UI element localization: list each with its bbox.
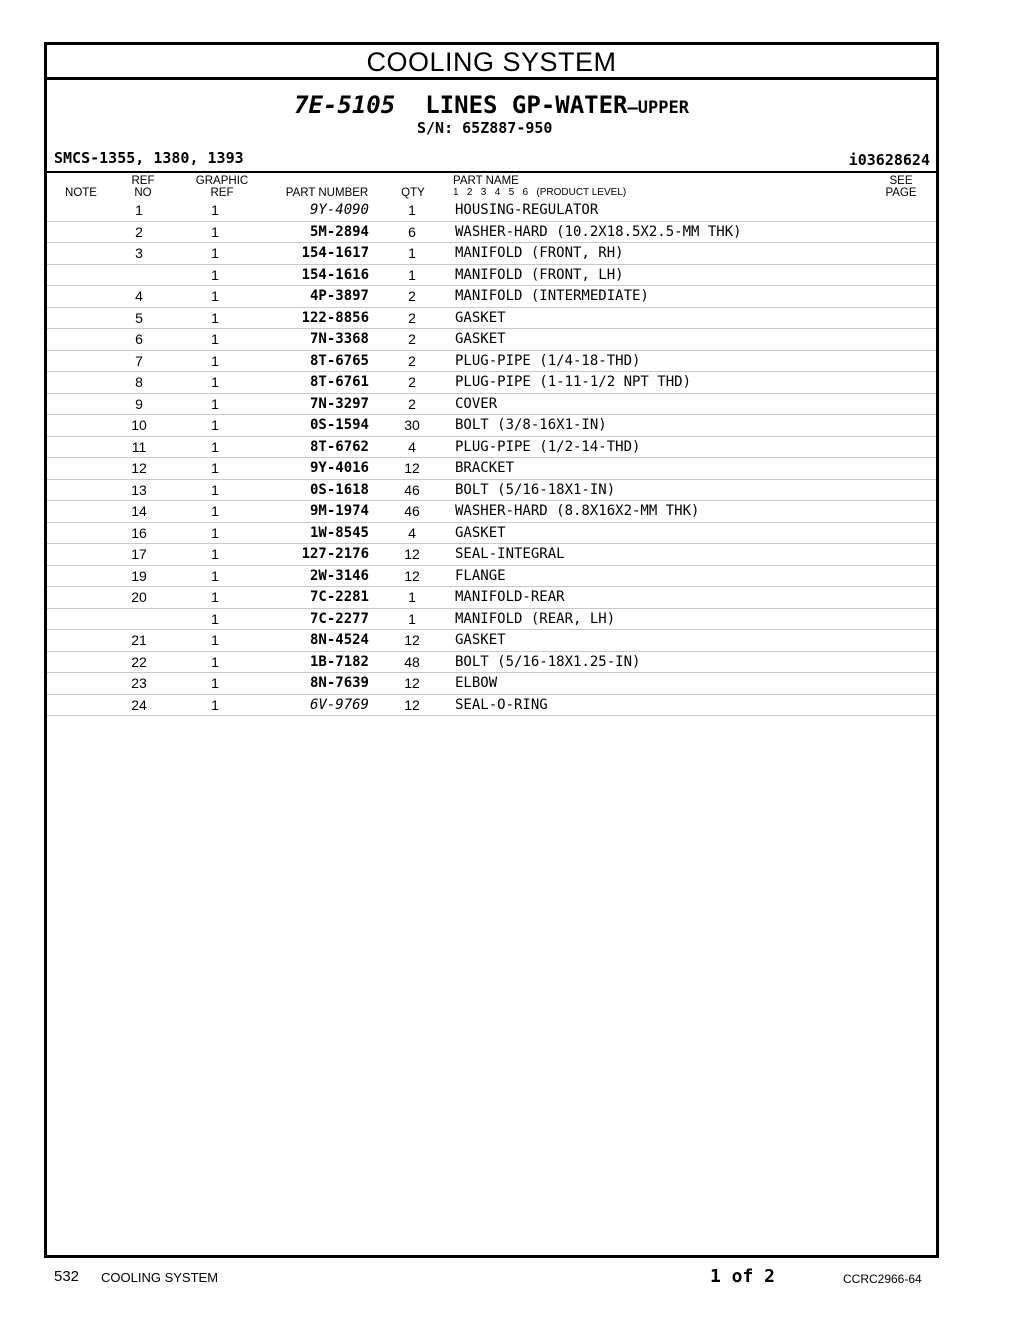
note-cell — [47, 673, 109, 695]
note-cell — [47, 415, 109, 437]
see-page-cell — [866, 694, 936, 716]
ref-cell: 22 — [109, 651, 169, 673]
note-cell — [47, 630, 109, 652]
part-name-cell: GASKET — [455, 522, 866, 544]
see-page-cell — [866, 307, 936, 329]
ref-cell: 10 — [109, 415, 169, 437]
see-page-cell — [866, 479, 936, 501]
part-name-cell: SEAL-INTEGRAL — [455, 544, 866, 566]
qty-cell: 12 — [369, 630, 455, 652]
part-name-cell: ELBOW — [455, 673, 866, 695]
table-row — [47, 608, 936, 630]
part-number-cell: 8T-6765 — [261, 350, 369, 372]
part-number-cell: 8T-6761 — [261, 372, 369, 394]
parts-page-frame — [44, 42, 939, 1258]
see-page-cell — [866, 651, 936, 673]
qty-cell: 1 — [369, 264, 455, 286]
qty-cell: 30 — [369, 415, 455, 437]
table-row — [47, 243, 936, 265]
ref-cell: 17 — [109, 544, 169, 566]
see-page-cell — [866, 350, 936, 372]
table-row — [47, 286, 936, 308]
part-number-cell: 0S-1594 — [261, 415, 369, 437]
see-page-cell — [866, 608, 936, 630]
part-number-cell: 9Y-4016 — [261, 458, 369, 480]
table-row — [47, 673, 936, 695]
col-product-levels: 1 2 3 4 5 6 (PRODUCT LEVEL) — [453, 187, 627, 198]
table-row — [47, 544, 936, 566]
part-number-cell: 127-2176 — [261, 544, 369, 566]
qty-cell: 48 — [369, 651, 455, 673]
graphic-ref-cell: 1 — [169, 501, 261, 523]
table-row — [47, 415, 936, 437]
qty-cell: 1 — [369, 200, 455, 221]
graphic-ref-cell: 1 — [169, 458, 261, 480]
see-page-cell — [866, 264, 936, 286]
graphic-ref-cell: 1 — [169, 673, 261, 695]
table-row — [47, 436, 936, 458]
illustration-id: i03628624 — [848, 151, 930, 169]
graphic-ref-cell: 1 — [169, 329, 261, 351]
part-name-cell: PLUG-PIPE (1-11-1/2 NPT THD) — [455, 372, 866, 394]
graphic-ref-cell: 1 — [169, 608, 261, 630]
table-row — [47, 329, 936, 351]
ref-cell: 2 — [109, 221, 169, 243]
part-number-cell: 9Y-4090 — [261, 200, 369, 221]
part-number-cell: 1W-8545 — [261, 522, 369, 544]
ref-cell: 3 — [109, 243, 169, 265]
qty-cell: 2 — [369, 286, 455, 308]
group-number: 7E-5105 — [294, 91, 396, 119]
see-page-cell — [866, 415, 936, 437]
table-row — [47, 372, 936, 394]
ref-cell: 16 — [109, 522, 169, 544]
ref-cell: 1 — [109, 200, 169, 221]
see-page-cell — [866, 587, 936, 609]
group-name: LINES GP-WATER — [425, 91, 628, 119]
part-number-cell: 122-8856 — [261, 307, 369, 329]
col-note: NOTE — [65, 187, 97, 199]
ref-cell: 4 — [109, 286, 169, 308]
group-suffix: —UPPER — [627, 98, 689, 118]
ref-cell — [109, 608, 169, 630]
part-name-cell: PLUG-PIPE (1/4-18-THD) — [455, 350, 866, 372]
group-title — [47, 91, 936, 119]
serial-number: S/N: 65Z887-950 — [417, 119, 553, 137]
part-number-cell: 7N-3368 — [261, 329, 369, 351]
part-number-cell: 9M-1974 — [261, 501, 369, 523]
note-cell — [47, 608, 109, 630]
note-cell — [47, 307, 109, 329]
part-number-cell: 6V-9769 — [261, 694, 369, 716]
graphic-ref-cell: 1 — [169, 350, 261, 372]
page-footer — [0, 1268, 1020, 1288]
graphic-ref-cell: 1 — [169, 200, 261, 221]
note-cell — [47, 458, 109, 480]
table-row — [47, 479, 936, 501]
ref-cell: 21 — [109, 630, 169, 652]
parts-table-body — [47, 200, 936, 716]
part-name-cell: BOLT (5/16-18X1.25-IN) — [455, 651, 866, 673]
table-row — [47, 393, 936, 415]
graphic-ref-cell: 1 — [169, 307, 261, 329]
see-page-cell — [866, 393, 936, 415]
table-row — [47, 587, 936, 609]
note-cell — [47, 694, 109, 716]
part-name-cell: GASKET — [455, 307, 866, 329]
qty-cell: 1 — [369, 608, 455, 630]
graphic-ref-cell: 1 — [169, 565, 261, 587]
see-page-cell — [866, 630, 936, 652]
qty-cell: 1 — [369, 243, 455, 265]
ref-cell: 14 — [109, 501, 169, 523]
table-row — [47, 264, 936, 286]
part-name-cell: COVER — [455, 393, 866, 415]
part-number-cell: 7C-2277 — [261, 608, 369, 630]
graphic-ref-cell: 1 — [169, 221, 261, 243]
footer-page-of: 1 of 2 — [710, 1266, 776, 1287]
ref-cell: 13 — [109, 479, 169, 501]
part-name-cell: BOLT (3/8-16X1-IN) — [455, 415, 866, 437]
see-page-cell — [866, 436, 936, 458]
part-name-cell: MANIFOLD (REAR, LH) — [455, 608, 866, 630]
column-headers — [47, 175, 936, 203]
qty-cell: 4 — [369, 436, 455, 458]
part-name-cell: BRACKET — [455, 458, 866, 480]
part-number-cell: 4P-3897 — [261, 286, 369, 308]
graphic-ref-cell: 1 — [169, 372, 261, 394]
see-page-cell — [866, 286, 936, 308]
table-row — [47, 458, 936, 480]
graphic-ref-cell: 1 — [169, 393, 261, 415]
graphic-ref-cell: 1 — [169, 264, 261, 286]
smcs-codes: SMCS-1355, 1380, 1393 — [54, 149, 244, 167]
table-row — [47, 221, 936, 243]
note-cell — [47, 372, 109, 394]
note-cell — [47, 221, 109, 243]
ref-cell: 6 — [109, 329, 169, 351]
section-title: COOLING SYSTEM — [47, 45, 936, 80]
note-cell — [47, 501, 109, 523]
see-page-cell — [866, 565, 936, 587]
part-number-cell: 5M-2894 — [261, 221, 369, 243]
qty-cell: 12 — [369, 565, 455, 587]
part-number-cell: 7C-2281 — [261, 587, 369, 609]
part-name-cell: FLANGE — [455, 565, 866, 587]
part-name-cell: GASKET — [455, 630, 866, 652]
part-number-cell: 7N-3297 — [261, 393, 369, 415]
ref-cell — [109, 264, 169, 286]
qty-cell: 46 — [369, 479, 455, 501]
col-see-bottom: PAGE — [885, 187, 917, 199]
see-page-cell — [866, 329, 936, 351]
col-ref-top: REF — [131, 175, 155, 187]
part-number-cell: 2W-3146 — [261, 565, 369, 587]
note-cell — [47, 350, 109, 372]
see-page-cell — [866, 544, 936, 566]
note-cell — [47, 565, 109, 587]
qty-cell: 2 — [369, 329, 455, 351]
note-cell — [47, 587, 109, 609]
ref-cell: 5 — [109, 307, 169, 329]
see-page-cell — [866, 221, 936, 243]
part-name-cell: PLUG-PIPE (1/2-14-THD) — [455, 436, 866, 458]
qty-cell: 2 — [369, 307, 455, 329]
note-cell — [47, 286, 109, 308]
graphic-ref-cell: 1 — [169, 651, 261, 673]
see-page-cell — [866, 673, 936, 695]
note-cell — [47, 200, 109, 221]
part-name-cell: MANIFOLD-REAR — [455, 587, 866, 609]
col-part-name: PART NAME — [453, 175, 519, 187]
footer-section: COOLING SYSTEM — [101, 1270, 219, 1285]
qty-cell: 6 — [369, 221, 455, 243]
graphic-ref-cell: 1 — [169, 436, 261, 458]
ref-cell: 8 — [109, 372, 169, 394]
part-name-cell: SEAL-O-RING — [455, 694, 866, 716]
table-row — [47, 565, 936, 587]
part-number-cell: 0S-1618 — [261, 479, 369, 501]
table-row — [47, 350, 936, 372]
col-part-number: PART NUMBER — [285, 187, 369, 199]
graphic-ref-cell: 1 — [169, 544, 261, 566]
graphic-ref-cell: 1 — [169, 415, 261, 437]
qty-cell: 2 — [369, 350, 455, 372]
ref-cell: 7 — [109, 350, 169, 372]
note-cell — [47, 393, 109, 415]
part-name-cell: MANIFOLD (FRONT, RH) — [455, 243, 866, 265]
graphic-ref-cell: 1 — [169, 286, 261, 308]
note-cell — [47, 522, 109, 544]
col-graphic-bottom: REF — [210, 187, 234, 199]
part-name-cell: BOLT (5/16-18X1-IN) — [455, 479, 866, 501]
part-name-cell: MANIFOLD (INTERMEDIATE) — [455, 286, 866, 308]
qty-cell: 12 — [369, 458, 455, 480]
note-cell — [47, 264, 109, 286]
graphic-ref-cell: 1 — [169, 630, 261, 652]
see-page-cell — [866, 522, 936, 544]
part-number-cell: 8T-6762 — [261, 436, 369, 458]
qty-cell: 2 — [369, 372, 455, 394]
see-page-cell — [866, 458, 936, 480]
qty-cell: 46 — [369, 501, 455, 523]
col-ref-bottom: NO — [134, 187, 152, 199]
graphic-ref-cell: 1 — [169, 243, 261, 265]
table-row — [47, 651, 936, 673]
graphic-ref-cell: 1 — [169, 479, 261, 501]
part-name-cell: HOUSING-REGULATOR — [455, 200, 866, 221]
note-cell — [47, 544, 109, 566]
see-page-cell — [866, 372, 936, 394]
part-number-cell: 8N-7639 — [261, 673, 369, 695]
graphic-ref-cell: 1 — [169, 694, 261, 716]
qty-cell: 2 — [369, 393, 455, 415]
note-cell — [47, 436, 109, 458]
col-graphic-top: GRAPHIC — [195, 175, 249, 187]
table-row — [47, 694, 936, 716]
see-page-cell — [866, 243, 936, 265]
graphic-ref-cell: 1 — [169, 587, 261, 609]
qty-cell: 12 — [369, 694, 455, 716]
ref-cell: 20 — [109, 587, 169, 609]
part-name-cell: WASHER-HARD (8.8X16X2-MM THK) — [455, 501, 866, 523]
part-number-cell: 154-1617 — [261, 243, 369, 265]
part-number-cell: 8N-4524 — [261, 630, 369, 652]
part-name-cell: MANIFOLD (FRONT, LH) — [455, 264, 866, 286]
qty-cell: 12 — [369, 544, 455, 566]
note-cell — [47, 479, 109, 501]
footer-page-number: 532 — [54, 1268, 80, 1285]
ref-cell: 12 — [109, 458, 169, 480]
qty-cell: 4 — [369, 522, 455, 544]
note-cell — [47, 329, 109, 351]
ref-cell: 24 — [109, 694, 169, 716]
col-qty: QTY — [401, 187, 425, 199]
ref-cell: 11 — [109, 436, 169, 458]
footer-code: CCRC2966-64 — [843, 1272, 922, 1286]
table-row — [47, 307, 936, 329]
graphic-ref-cell: 1 — [169, 522, 261, 544]
col-see-top: SEE — [889, 175, 913, 187]
part-name-cell: GASKET — [455, 329, 866, 351]
table-row — [47, 522, 936, 544]
qty-cell: 12 — [369, 673, 455, 695]
see-page-cell — [866, 501, 936, 523]
table-row — [47, 200, 936, 221]
see-page-cell — [866, 200, 936, 221]
table-row — [47, 630, 936, 652]
ref-cell: 23 — [109, 673, 169, 695]
parts-table — [47, 200, 936, 716]
ref-cell: 19 — [109, 565, 169, 587]
part-name-cell: WASHER-HARD (10.2X18.5X2.5-MM THK) — [455, 221, 866, 243]
ref-cell: 9 — [109, 393, 169, 415]
part-number-cell: 154-1616 — [261, 264, 369, 286]
part-number-cell: 1B-7182 — [261, 651, 369, 673]
qty-cell: 1 — [369, 587, 455, 609]
note-cell — [47, 651, 109, 673]
header-divider — [47, 171, 936, 173]
note-cell — [47, 243, 109, 265]
table-row — [47, 501, 936, 523]
